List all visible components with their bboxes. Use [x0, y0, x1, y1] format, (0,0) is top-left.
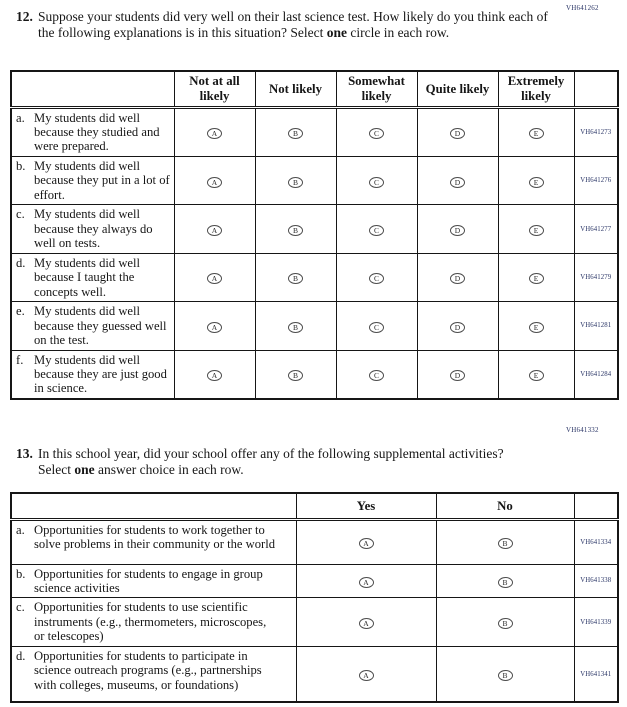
answer-bubble-d[interactable]: D: [450, 322, 465, 333]
answer-bubble-d[interactable]: D: [450, 128, 465, 139]
row-text: Opportunities for students to use scientific instruments (e.g., thermometers, microscopes, or telescopes): [34, 600, 267, 644]
answer-bubble-d[interactable]: D: [450, 225, 465, 236]
answer-bubble-a[interactable]: A: [359, 670, 374, 681]
q13-row-a: [11, 519, 618, 564]
row-text: Opportunities for students to participate in science outreach programs (e.g., partnerships with colleges, museums, or foundations): [34, 648, 262, 692]
answer-bubble-b[interactable]: B: [288, 273, 303, 284]
answer-bubble-e[interactable]: E: [529, 225, 544, 236]
row-label: c.: [16, 207, 25, 222]
item-code: VH641281: [574, 302, 618, 350]
answer-bubble-b[interactable]: B: [498, 618, 513, 629]
answer-bubble-e[interactable]: E: [529, 322, 544, 333]
bold-one: one: [74, 462, 95, 478]
header-quite-likely: Quite likely: [417, 71, 498, 107]
item-code: VH641284: [574, 350, 618, 399]
answer-bubble-a[interactable]: A: [359, 618, 374, 629]
answer-bubble-a[interactable]: A: [207, 370, 222, 381]
header-yes: Yes: [296, 493, 436, 519]
answer-bubble-d[interactable]: D: [450, 273, 465, 284]
vh-code-q13: VH641332: [566, 426, 599, 434]
q12-row-b: [11, 156, 618, 204]
q12-row-e: [11, 302, 618, 350]
answer-bubble-c[interactable]: C: [369, 225, 384, 236]
q12-row-f: [11, 350, 618, 399]
item-code: VH641273: [574, 107, 618, 156]
q12-row-d: [11, 253, 618, 301]
item-code: VH641339: [574, 598, 618, 646]
question-12-number: 12.: [16, 9, 33, 24]
answer-bubble-d[interactable]: D: [450, 370, 465, 381]
answer-bubble-c[interactable]: C: [369, 177, 384, 188]
row-text: My students did well because they always do well on tests.: [34, 207, 153, 251]
answer-bubble-b[interactable]: B: [288, 177, 303, 188]
answer-bubble-e[interactable]: E: [529, 128, 544, 139]
row-text: Opportunities for students to work together to solve problems in their community or the world: [34, 522, 275, 551]
header-extremely-likely: Extremely likely: [498, 71, 574, 107]
question-13-text: In this school year, did your school offer any of the following supplemental activities? Select one answer choice in each row.: [38, 446, 504, 478]
likert-table-q12: [10, 70, 619, 400]
q13-row-d: [11, 646, 618, 702]
bold-one: one: [326, 25, 347, 41]
answer-bubble-b[interactable]: B: [288, 322, 303, 333]
empty-header-cell: [11, 71, 174, 107]
question-13: [16, 446, 536, 479]
answer-bubble-b[interactable]: B: [498, 538, 513, 549]
answer-bubble-a[interactable]: A: [207, 177, 222, 188]
answer-bubble-c[interactable]: C: [369, 273, 384, 284]
item-code: VH641276: [574, 156, 618, 204]
row-label: f.: [16, 352, 24, 367]
item-code: VH641277: [574, 205, 618, 253]
answer-bubble-e[interactable]: E: [529, 370, 544, 381]
row-label: c.: [16, 600, 25, 615]
q12-header-row: [11, 71, 618, 107]
header-not-at-all-likely: Not at all likely: [174, 71, 255, 107]
yes-no-table-q13: [10, 492, 619, 703]
header-not-likely: Not likely: [255, 71, 336, 107]
row-label: b.: [16, 158, 26, 173]
answer-bubble-b[interactable]: B: [288, 370, 303, 381]
row-label: d.: [16, 255, 26, 270]
q13-row-b: [11, 564, 618, 598]
item-code: VH641338: [574, 564, 618, 598]
answer-bubble-e[interactable]: E: [529, 177, 544, 188]
question-12: [16, 9, 556, 42]
row-text: My students did well because they put in a lot of effort.: [34, 158, 170, 202]
answer-bubble-b[interactable]: B: [498, 577, 513, 588]
answer-bubble-c[interactable]: C: [369, 128, 384, 139]
header-no: No: [436, 493, 574, 519]
answer-bubble-b[interactable]: B: [288, 128, 303, 139]
row-text: My students did well because they guessed well on the test.: [34, 304, 167, 348]
header-somewhat-likely: Somewhat likely: [336, 71, 417, 107]
q13-row-c: [11, 598, 618, 646]
question-13-number: 13.: [16, 446, 33, 461]
row-label: e.: [16, 304, 25, 319]
q13-header-row: [11, 493, 618, 519]
row-label: a.: [16, 522, 25, 537]
answer-bubble-a[interactable]: A: [359, 577, 374, 588]
answer-bubble-c[interactable]: C: [369, 322, 384, 333]
answer-bubble-a[interactable]: A: [207, 322, 222, 333]
answer-bubble-a[interactable]: A: [207, 225, 222, 236]
question-12-text: Suppose your students did very well on their last science test. How likely do you think each of the following explanations is in this situation? Select one circle in each row.: [38, 9, 548, 41]
item-code: VH641279: [574, 253, 618, 301]
q12-row-a: [11, 107, 618, 156]
answer-bubble-a[interactable]: A: [359, 538, 374, 549]
vh-code-q12: VH641262: [566, 4, 599, 12]
row-text: Opportunities for students to engage in group science activities: [34, 566, 263, 595]
row-text: My students did well because I taught the concepts well.: [34, 255, 140, 299]
item-code: VH641341: [574, 646, 618, 702]
answer-bubble-c[interactable]: C: [369, 370, 384, 381]
row-label: d.: [16, 648, 26, 663]
answer-bubble-b[interactable]: B: [288, 225, 303, 236]
row-text: My students did well because they are just good in science.: [34, 352, 167, 396]
item-code: VH641334: [574, 519, 618, 564]
empty-header-cell: [574, 493, 618, 519]
row-label: a.: [16, 110, 25, 125]
empty-header-cell: [11, 493, 296, 519]
row-label: b.: [16, 566, 26, 581]
answer-bubble-a[interactable]: A: [207, 128, 222, 139]
answer-bubble-e[interactable]: E: [529, 273, 544, 284]
answer-bubble-b[interactable]: B: [498, 670, 513, 681]
empty-header-cell: [574, 71, 618, 107]
answer-bubble-a[interactable]: A: [207, 273, 222, 284]
answer-bubble-d[interactable]: D: [450, 177, 465, 188]
q12-row-c: [11, 205, 618, 253]
row-text: My students did well because they studied and were prepared.: [34, 110, 160, 154]
